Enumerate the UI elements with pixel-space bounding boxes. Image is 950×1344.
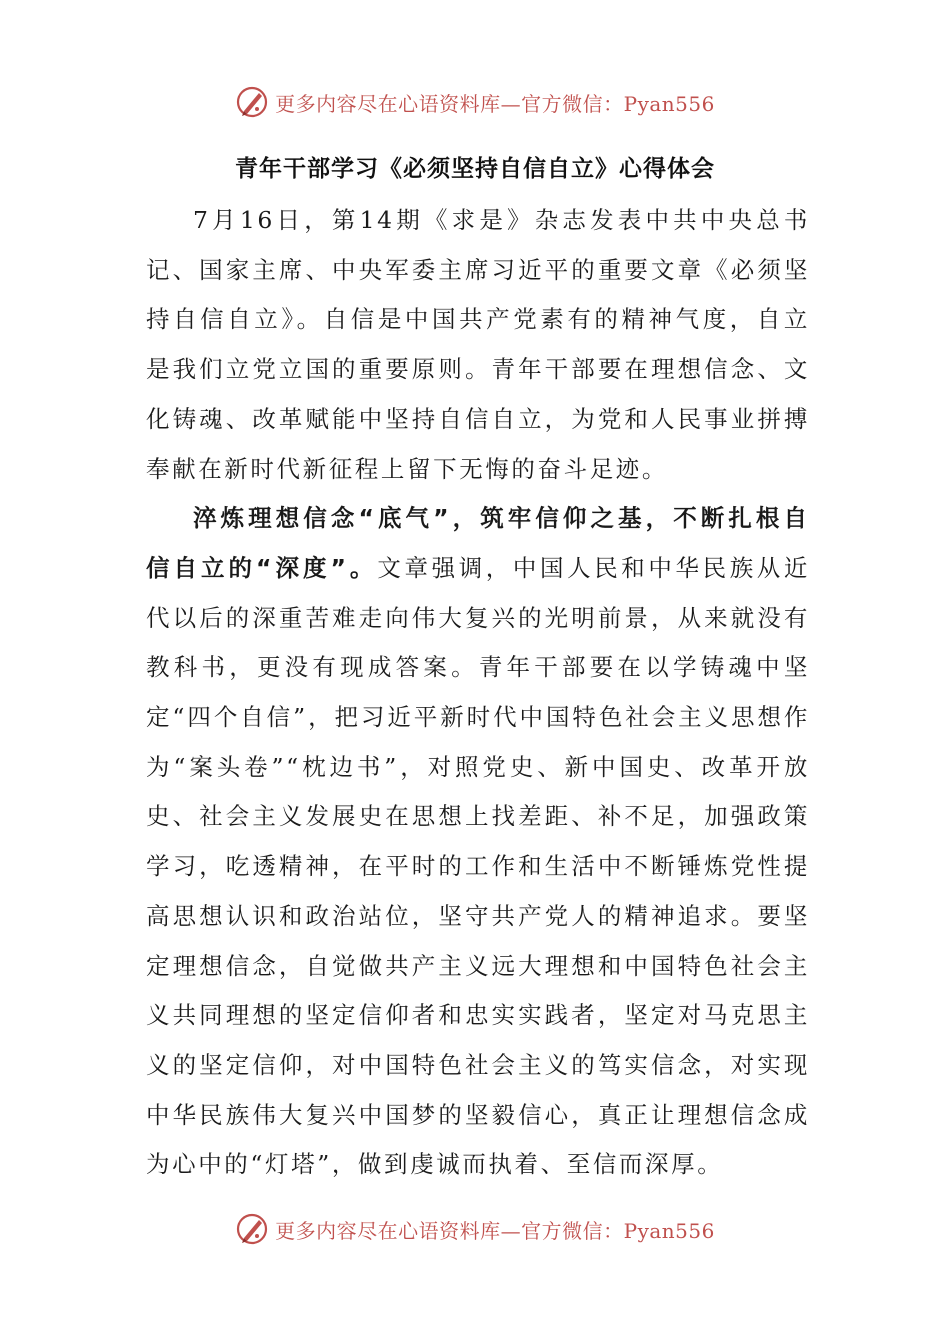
paragraph-2 [146, 494, 810, 1190]
pen-logo-icon [235, 85, 269, 119]
paragraph-1-text: 7月16日，第14期《求是》杂志发表中共中央总书记、国家主席、中央军委主席习近平的重要文章《必须坚持自信自立》。自信是中国共产党素有的精神气度，自立是我们立党立国的重要原则。青年干部要在理想信念、文化铸魂、改革赋能中坚持自信自立，为党和人民事业拼搏奉献在新时代新征程上留下无悔的奋斗足迹。 [146, 206, 811, 483]
footer-banner [0, 1209, 950, 1249]
footer-banner-text: 更多内容尽在心语资料库—官方微信：Pyan556 [275, 1218, 715, 1243]
paragraph-1 [146, 196, 810, 494]
pen-logo-icon [235, 1212, 269, 1246]
document-title: 青年干部学习《必须坚持自信自立》心得体会 [235, 156, 715, 182]
paragraph-2-lead: 淬炼理想信念“底气”，筑牢信仰之基，不断扎根自信自立的“深度”。 [146, 504, 810, 582]
paragraph-2-text: 文章强调，中国人民和中华民族从近代以后的深重苦难走向伟大复兴的光明前景，从来就没有教科书，更没有现成答案。青年干部要在以学铸魂中坚定“四个自信”，把习近平新时代中国特色社会主义思想作为“案头卷”“枕边书”，对照党史、新中国史、改革开放史、社会主义发展史在思想上找差距、补不足，加强政策学习，吃透精神，在平时的工作和生活中不断锤炼党性提高思想认识和政治站位，坚守共产党人的精神追求。要坚定理想信念，自觉做共产主义远大理想和中国特色社会主义共同理想的坚定信仰者和忠实实践者，坚定对马克思主义的坚定信仰，对中国特色社会主义的笃实信念，对实现中华民族伟大复兴中国梦的坚毅信心，真正让理想信念成为心中的“灯塔”，做到虔诚而执着、至信而深厚。 [146, 553, 810, 1179]
header-banner [0, 82, 950, 122]
document-body [146, 196, 810, 1190]
header-banner-text: 更多内容尽在心语资料库—官方微信：Pyan556 [275, 91, 715, 116]
